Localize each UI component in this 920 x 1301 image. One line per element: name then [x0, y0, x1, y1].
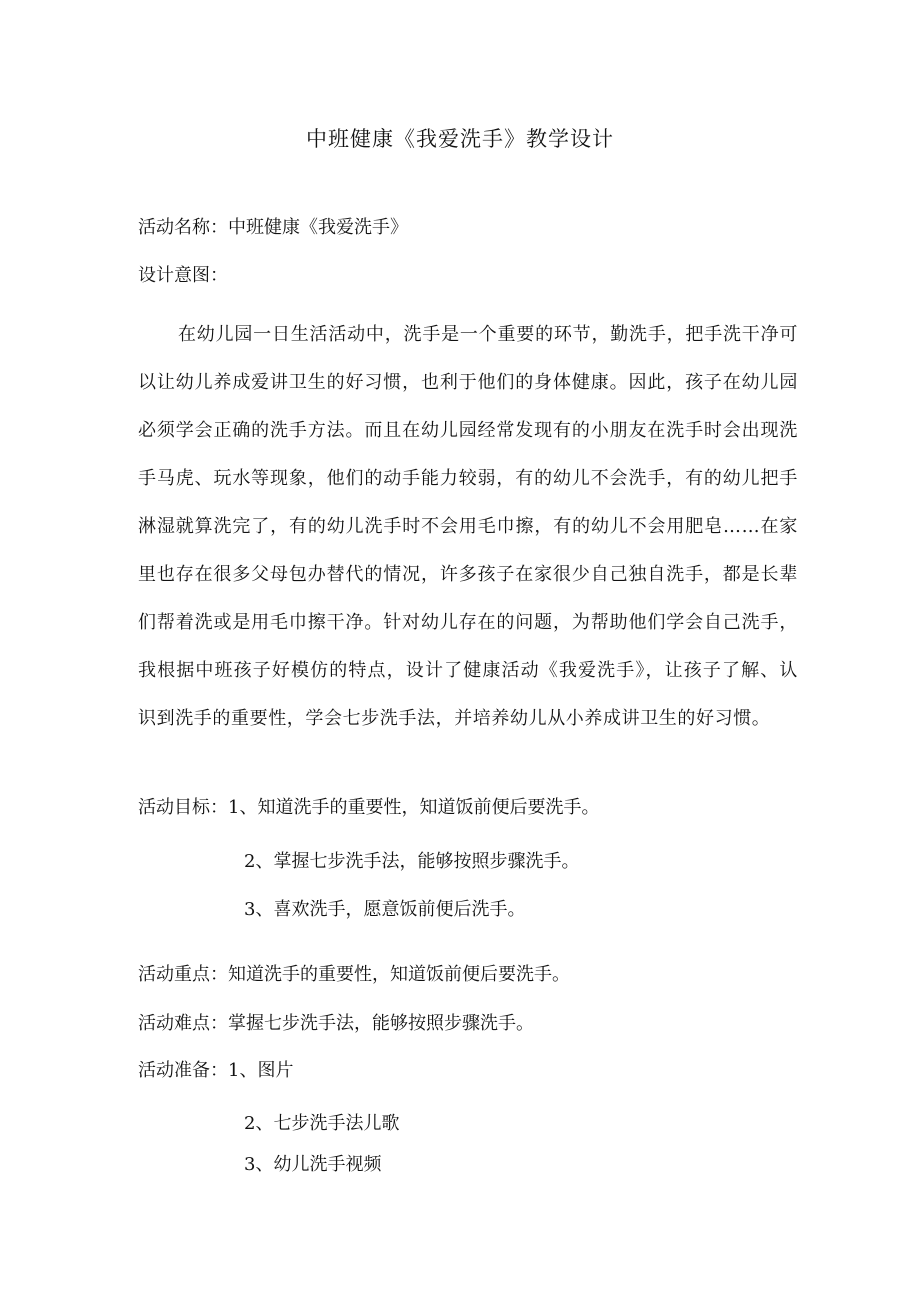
activity-goals-1: 活动目标：1、知道洗手的重要性，知道饭前便后要洗手。 — [138, 797, 600, 818]
activity-key-point: 活动重点：知道洗手的重要性，知道饭前便后要洗手。 — [138, 964, 570, 985]
design-intent-label: 设计意图： — [138, 265, 228, 286]
activity-preparation-2: 2、七步洗手法儿歌 — [244, 1113, 400, 1134]
activity-goals-2: 2、掌握七步洗手法，能够按照步骤洗手。 — [244, 851, 580, 872]
activity-preparation-1: 活动准备：1、图片 — [138, 1060, 294, 1081]
document-title: 中班健康《我爱洗手》教学设计 — [306, 127, 614, 151]
activity-goals-3: 3、喜欢洗手，愿意饭前便后洗手。 — [244, 899, 526, 920]
activity-preparation-3: 3、幼儿洗手视频 — [244, 1154, 382, 1175]
activity-difficulty: 活动难点：掌握七步洗手法，能够按照步骤洗手。 — [138, 1013, 534, 1034]
design-intent-paragraph: 在幼儿园一日生活活动中，洗手是一个重要的环节，勤洗手，把手洗干净可以让幼儿养成爱讲卫生的好习惯，也利于他们的身体健康。因此，孩子在幼儿园必须学会正确的洗手方法。而且在幼儿园经常发现有的小朋友在洗手时会出现洗手马虎、玩水等现象，他们的动手能力较弱，有的幼儿不会洗手，有的幼儿把手淋湿就算洗完了，有的幼儿洗手时不会用毛巾擦，有的幼儿不会用肥皂……在家里也存在很多父母包办替代的情况，许多孩子在家很少自己独自洗手，都是长辈们帮着洗或是用毛巾擦干净。针对幼儿存在的问题，为帮助他们学会自己洗手，我根据中班孩子好模仿的特点，设计了健康活动《我爱洗手》，让孩子了解、认识到洗手的重要性，学会七步洗手法，并培养幼儿从小养成讲卫生的好习惯。 — [138, 324, 798, 729]
activity-name: 活动名称：中班健康《我爱洗手》 — [138, 217, 408, 238]
